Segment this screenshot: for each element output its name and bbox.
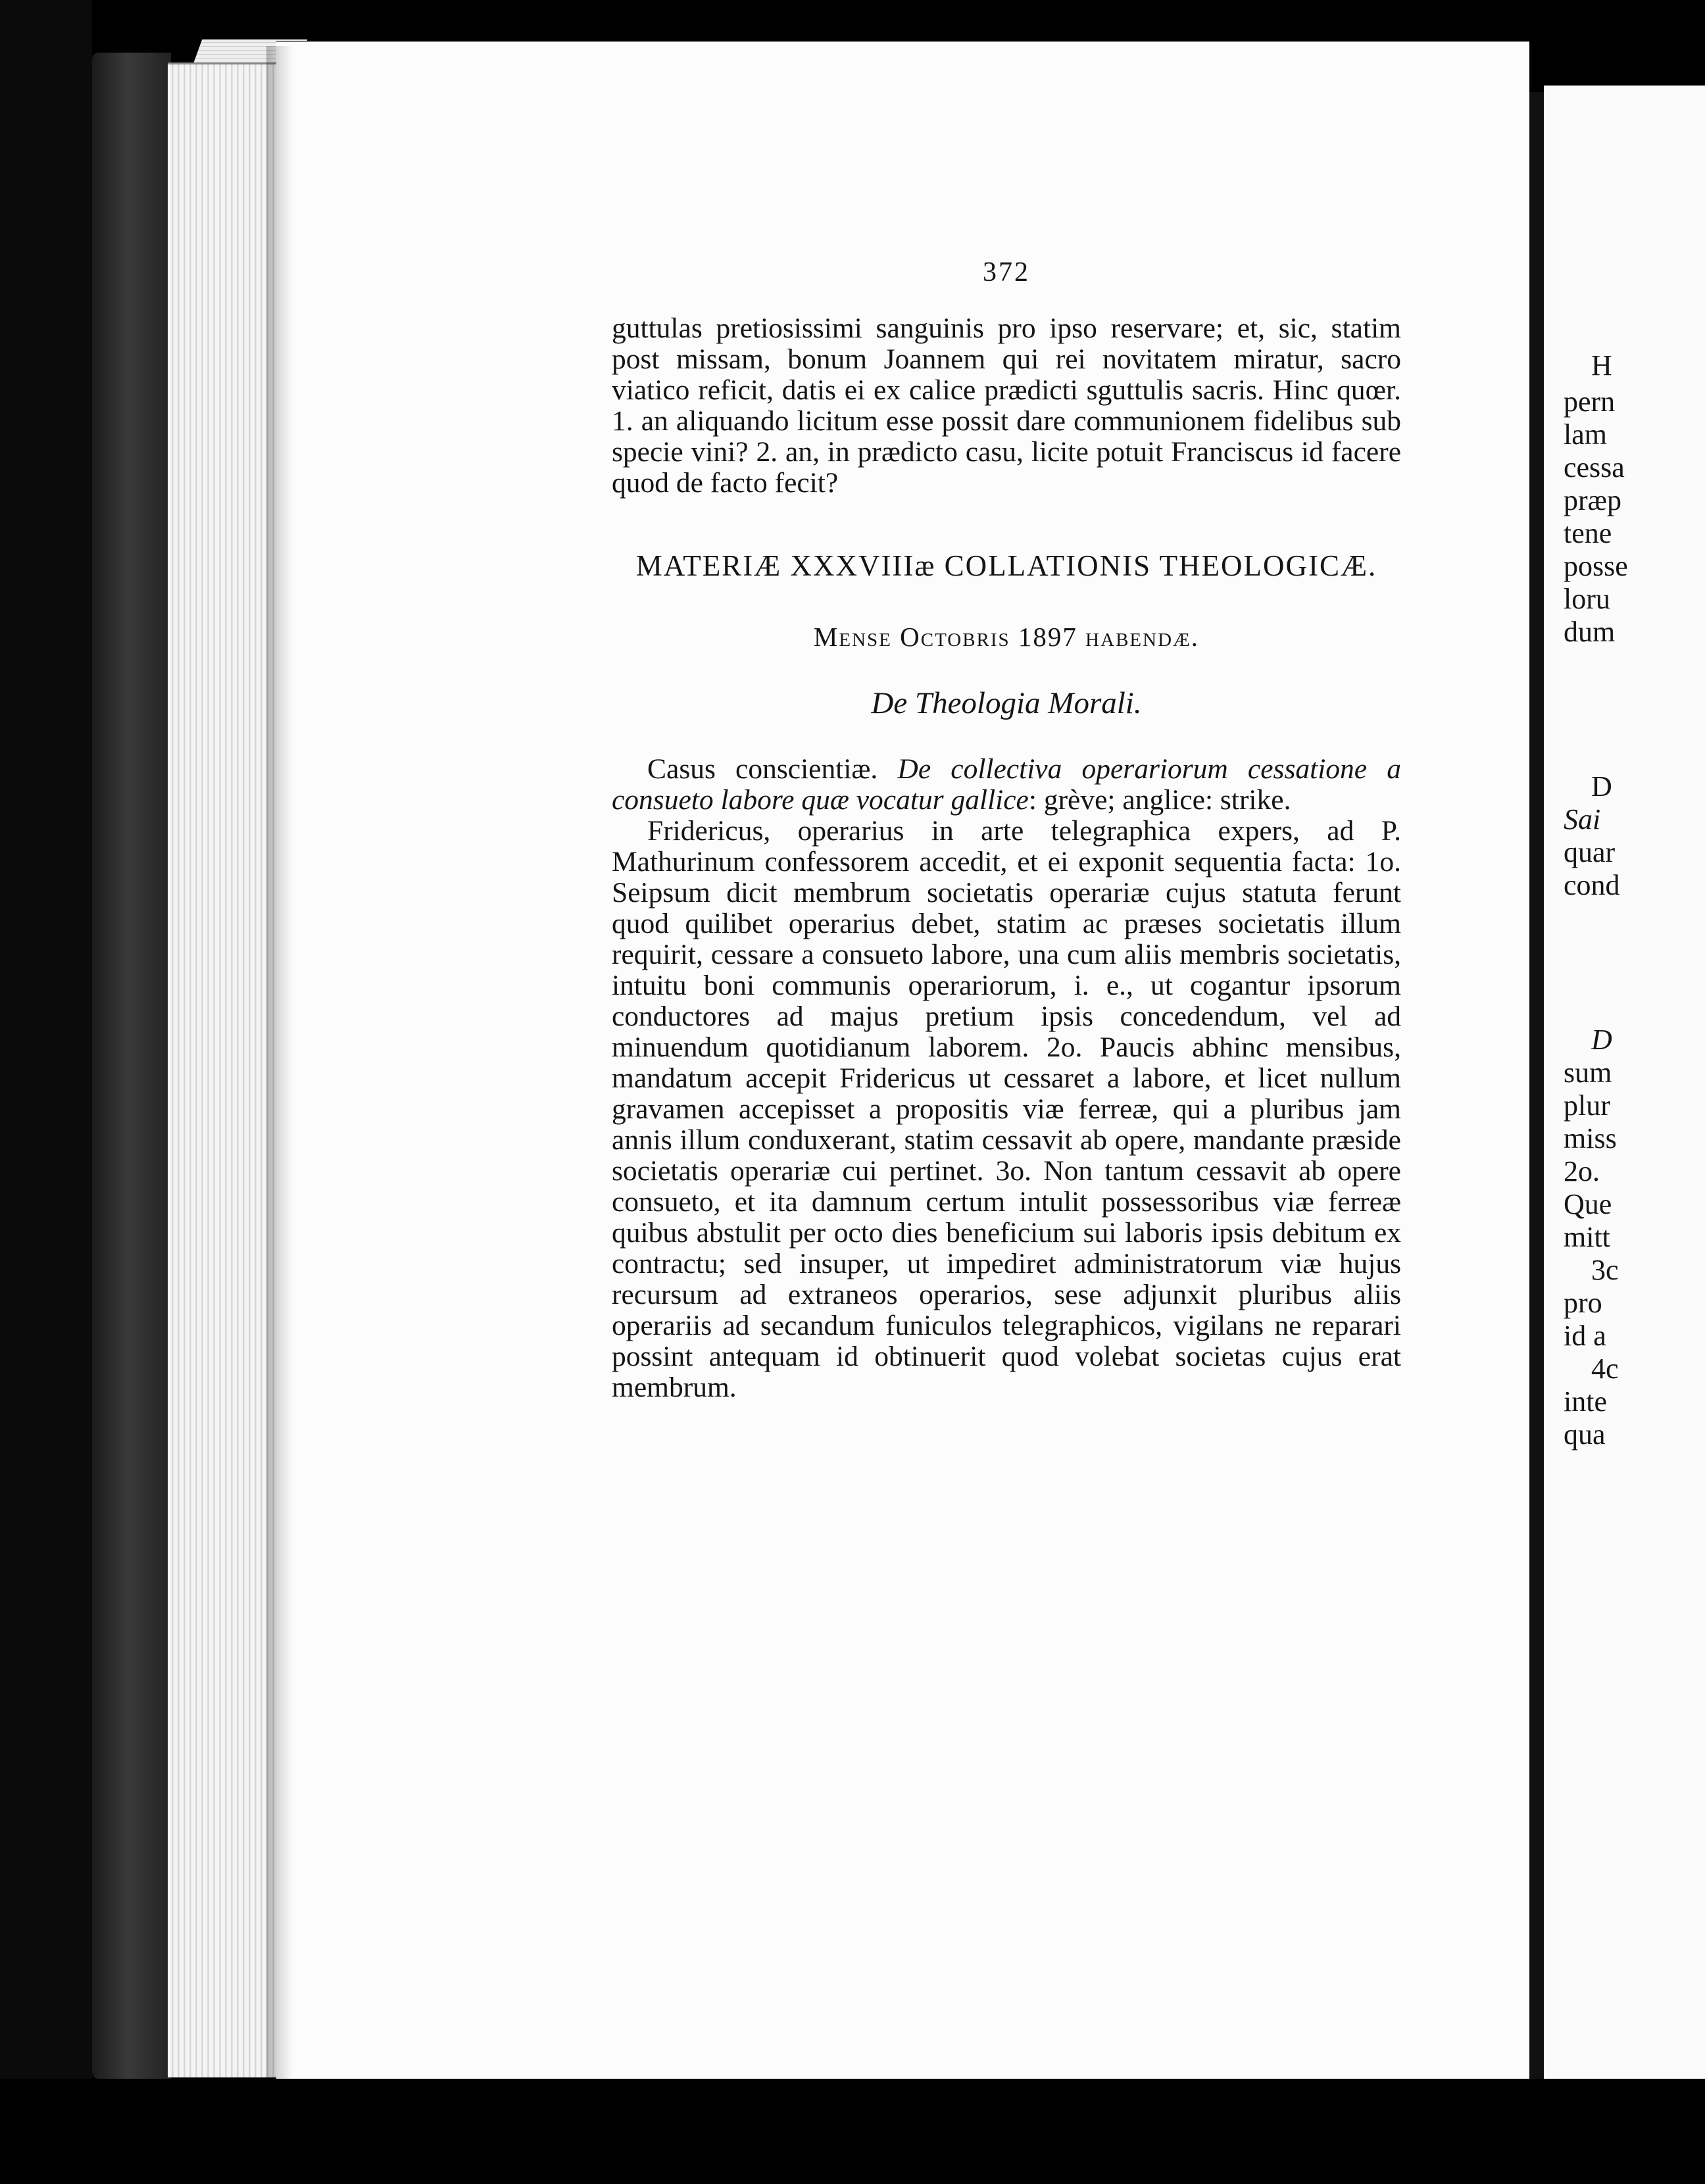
facing-line: H (1591, 349, 1612, 382)
collation-date-heading: Mense Octobris 1897 habendæ. (813, 622, 1200, 652)
facing-line: præp (1564, 484, 1621, 516)
page-fold-shadow (1529, 92, 1544, 2085)
body-paragraph: Fridericus, operarius in arte telegraphica expers, ad P. Mathurinum confessorem accedit, et ei exponit sequentia facta: 1o. Seipsum dicit membrum societatis operariæ cujus statuta ferunt quod quilibet operarius debet, statim ac præses societatis illum requirit, cessare a consueto labore, una cum aliis membris societatis, intuitu boni communis operariorum, i. e., ut cogantur ipsorum conductores ad majus pretium ipsis concedendum, vel ad minuendum quotidianum laborem. 2o. Paucis abhinc mensibus, mandatum accepit Fridericus ut cessaret a labore, et licet nullum gravamen accepisset a propositis viæ ferreæ, qui a pluribus jam annis illum conduxerant, statim cessavit ab opere, mandante præside societatis operariæ cui pertinet. 3o. Non tantum cessavit ab opere consueto, et ita damnum certum intulit possessoribus viæ ferreæ quibus abstulit per octo dies beneficium sui laboris ipsis debitum ex contractu; sed insuper, ut impediret administratorum viæ hujus recursum ad extraneos operarios, sese adjunxit pluribus aliis operariis ad secandum funiculos telegraphicos, vigilans ne reparari possint antequam id obtinuerit quod volebat societas cujus erat membrum. (612, 815, 1401, 1403)
facing-line: pro (1564, 1287, 1602, 1319)
facing-line: inte (1564, 1385, 1607, 1418)
facing-line: pern (1564, 385, 1616, 418)
book-cover-edge (92, 53, 171, 2079)
page-text-block (612, 257, 1401, 1403)
facing-line: qua (1564, 1418, 1606, 1451)
section-heading: De Theologia Morali. (871, 686, 1142, 720)
facing-line: sum (1564, 1056, 1612, 1089)
facing-line: miss (1564, 1122, 1617, 1154)
page-number: 372 (983, 257, 1030, 287)
gutter-shadow (266, 46, 293, 2079)
casus-tail: : grève; anglice: strike. (1028, 784, 1291, 816)
facing-line: mitt (1564, 1221, 1610, 1253)
intro-paragraph: guttulas pretiosissimi sanguinis pro ipso reservare; et, sic, statim post missam, bonum Joannem qui rei novitatem miratur, sacro viatico reficit, datis ei ex calice prædicti sguttulis sacris. Hinc quœr. 1. an aliquando licitum esse possit dare communionem fidelibus sub specie vini? 2. an, in prædicto casu, licite potuit Franciscus id facere quod de facto fecit? (612, 312, 1401, 499)
facing-line: cond (1564, 869, 1620, 901)
scanner-background (0, 0, 92, 2184)
facing-line: D (1591, 770, 1612, 803)
facing-line: Sai (1564, 803, 1601, 835)
facing-line: lam (1564, 418, 1607, 451)
facing-line: loru (1564, 583, 1610, 615)
collation-heading: MATERIÆ XXXVIIIæ COLLATIONIS THEOLOGICÆ. (635, 549, 1377, 582)
facing-line: Que (1564, 1188, 1612, 1220)
facing-line: 2o. (1564, 1155, 1600, 1187)
casus-label: Casus conscientiæ. (647, 753, 878, 785)
facing-line: 4c (1591, 1353, 1619, 1385)
facing-page (1544, 86, 1705, 2085)
casus-title: De collectiva operariorum cessatione a consueto labore quæ vocatur gallice (612, 753, 1401, 816)
facing-line: D (1591, 1024, 1612, 1056)
facing-line: posse (1564, 550, 1628, 582)
facing-line: 3c (1591, 1254, 1619, 1286)
facing-line: cessa (1564, 451, 1625, 484)
facing-line: plur (1564, 1089, 1610, 1122)
scanner-background-bottom (0, 2079, 1705, 2184)
facing-line: tene (1564, 517, 1612, 549)
facing-line: id a (1564, 1320, 1606, 1352)
facing-line: dum (1564, 616, 1616, 648)
facing-line: quar (1564, 836, 1616, 868)
casus-paragraph (612, 754, 1401, 816)
